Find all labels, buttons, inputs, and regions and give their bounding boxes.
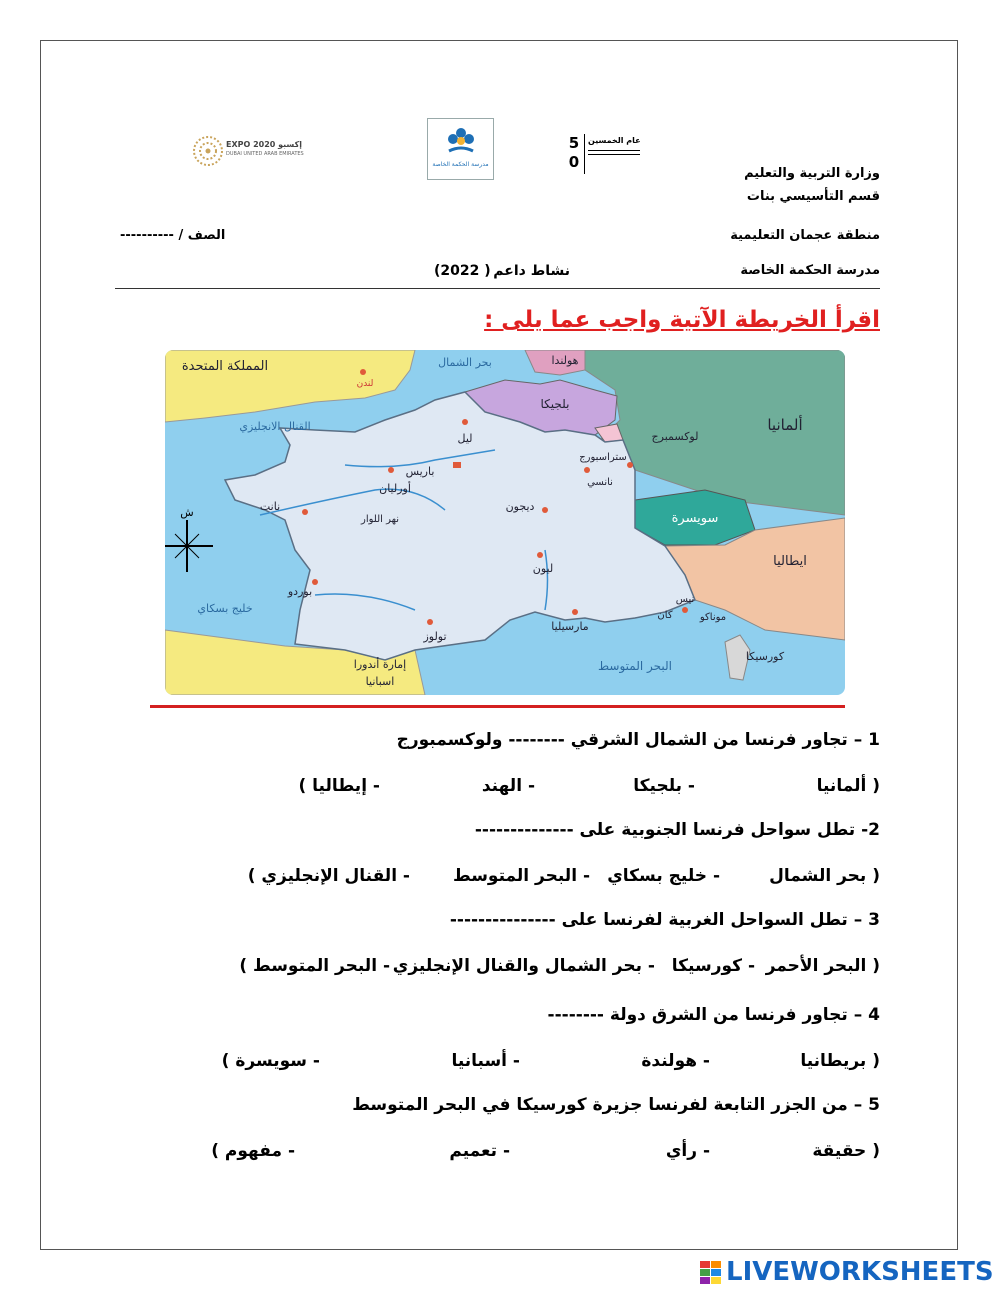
orleans-dot [388,467,394,473]
map-label-bordeaux: بوردو [287,585,313,598]
school-logo [427,118,494,180]
question-5: 5 – من الجزر التابعة لفرنسا جزيرة كورسيكا في البحر المتوسط [352,1095,880,1115]
q5-option-1[interactable]: ( حقيقة [812,1141,880,1161]
map-label-dijon: ديجون [505,500,535,513]
map-label-north-sea: بحر الشمال [438,356,492,369]
header-divider [115,288,880,289]
q3-option-2[interactable]: - كورسيكا [671,956,755,976]
q2-option-1[interactable]: ( بحر الشمال [769,866,880,886]
expo-logo [192,135,304,167]
question-5-options [110,1141,880,1171]
map-label-paris: باريس [405,465,435,478]
department-label: قسم التأسيسي بنات [746,189,880,204]
map-label-luxembourg: لوكسمبرج [651,430,699,443]
france-map [165,350,845,695]
expo-subtext: DUBAI UNITED ARAB EMIRATES [226,151,304,157]
q1-option-1[interactable]: ( ألمانيا [816,776,880,796]
class-label: الصف / ---------- [120,228,226,243]
map-label-nancy: نانسي [587,477,613,488]
question-2-options [110,866,880,896]
q2-option-4[interactable]: - القنال الإنجليزي ) [247,866,410,886]
activity-label: نشاط داعم [493,263,570,279]
map-label-belgium: بلجيكا [540,397,570,411]
q4-option-1[interactable]: ( بريطانيا [800,1051,880,1071]
map-label-nice: نيس [675,594,695,605]
map-label-spain: اسبانيا [365,675,395,688]
map-label-italy: ايطاليا [773,554,807,569]
red-divider [150,705,845,708]
marseille-dot [572,609,578,615]
lyon-dot [537,552,543,558]
expo-text: EXPO 2020 إكسبو [226,140,302,149]
paris-dot [453,462,461,468]
fifty-logo [566,134,644,174]
year-label: (2022 ) [434,263,491,279]
q4-option-2[interactable]: - هولندة [641,1051,710,1071]
map-label-toulouse: تولوز [423,630,447,643]
london-dot [360,369,366,375]
q2-option-3[interactable]: - البحر المتوسط [453,866,590,886]
question-1: 1 – تجاور فرنسا من الشمال الشرقي -------- ولوكسمبورج [396,730,880,750]
question-2: 2- تطل سواحل فرنسا الجنوبية على -------------- [474,820,880,840]
question-4: 4 – تجاور فرنسا من الشرق دولة -------- [547,1005,880,1025]
q1-option-3[interactable]: - الهند [481,776,535,796]
q3-option-3[interactable]: - بحر الشمال والقنال الإنجليزي [392,956,655,976]
school-logo-text: مدرسة الحكمة الخاصة [432,161,489,168]
q3-option-1[interactable]: ( البحر الأحمر [765,956,880,976]
lille-dot [462,419,468,425]
map-label-orleans: أورليان [379,482,411,495]
map-label-switzerland: سويسرة [671,511,719,526]
q1-option-2[interactable]: - بلجيكا [633,776,695,796]
fifty-text: عام الخمسين [588,136,641,145]
expo-emblem-icon [192,135,224,167]
q4-option-4[interactable]: - سويسرة ) [221,1051,320,1071]
zone-label: منطقة عجمان التعليمية [730,228,880,243]
map-label-loire: نهر اللوار [361,514,399,525]
map-label-marseille: مارسيليا [551,620,589,633]
compass-north-label: ش [180,506,194,519]
fifty-number: 50 [568,134,580,171]
liveworksheets-blocks-icon [700,1261,722,1285]
map-label-lyon: ليون [532,562,554,575]
q5-option-2[interactable]: - رأي [665,1141,710,1161]
nancy-dot [584,467,590,473]
question-1-options [110,776,880,806]
ministry-label: وزارة التربية والتعليم [744,166,880,181]
question-4-options [110,1051,880,1081]
question-3: 3 – تطل السواحل الغربية لفرنسا على --------------- [449,910,880,930]
q5-option-3[interactable]: - تعميم [449,1141,510,1161]
map-label-med: البحر المتوسط [598,659,672,673]
map-label-lille: ليل [457,432,473,445]
map-label-uk: المملكة المتحدة [181,359,269,374]
toulouse-dot [427,619,433,625]
flower-icon [445,125,477,157]
q2-option-2[interactable]: - خليج بسكاي [607,866,720,886]
page-title: اقرأ الخريطة الآتية واجب عما يلى : [484,307,880,333]
nantes-dot [302,509,308,515]
map-label-london: لندن [356,379,374,389]
nice-dot [682,607,688,613]
map-label-biscay: خليج بسكاي [197,602,253,615]
q3-option-4[interactable]: - البحر المتوسط ) [239,956,390,976]
question-3-options [110,956,880,986]
map-label-andorra: إمارة أندورا [353,658,407,671]
map-label-corsica: كورسيكا [745,650,785,663]
q1-option-4[interactable]: - إيطاليا ) [298,776,380,796]
strasbourg-dot [627,462,633,468]
map-label-nantes: نانت [259,500,281,513]
map-label-monaco: موناكو [699,612,727,623]
map-label-cannes: كان [657,610,673,621]
map-label-holland: هولندا [551,354,579,367]
bordeaux-dot [312,579,318,585]
map-label-strasbourg: ستراسبورج [579,452,627,463]
map-label-germany: ألمانيا [767,416,803,434]
liveworksheets-text: LIVEWORKSHEETS [726,1257,994,1287]
map-label-channel: القنال الانجليزي [239,420,311,433]
school-label: مدرسة الحكمة الخاصة [740,263,880,278]
dijon-dot [542,507,548,513]
q5-option-4[interactable]: - مفهوم ) [211,1141,295,1161]
q4-option-3[interactable]: - أسبانيا [451,1051,520,1071]
